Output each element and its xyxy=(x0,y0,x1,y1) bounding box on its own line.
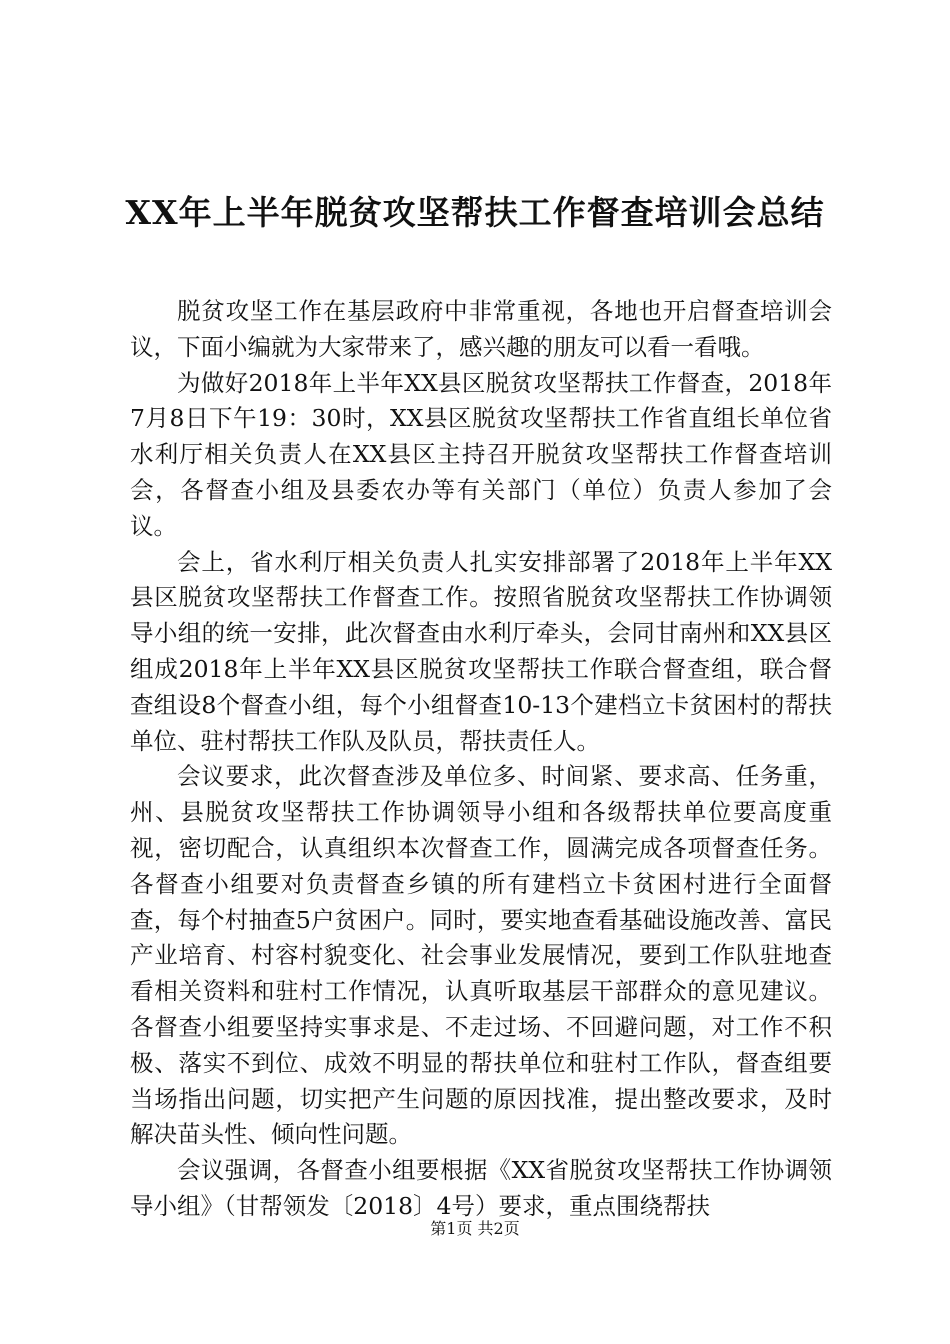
paragraph-emphasis: 会议强调，各督查小组要根据《XX省脱贫攻坚帮扶工作协调领导小组》（甘帮领发〔2018〕4号）要求，重点围绕帮扶 xyxy=(130,1156,832,1220)
paragraph-requirements: 会议要求，此次督查涉及单位多、时间紧、要求高、任务重，州、县脱贫攻坚帮扶工作协调领导小组和各级帮扶单位要高度重视，密切配合，认真组织本次督查工作，圆满完成各项督查任务。各督查小组要对负责督查乡镇的所有建档立卡贫困村进行全面督查，每个村抽查5户贫困户。同时，要实地查看基础设施改善、富民产业培育、村容村貌变化、社会事业发展情况，要到工作队驻地查看相关资料和驻村工作情况，认真听取基层干部群众的意见建议。各督查小组要坚持实事求是、不走过场、不回避问题，对工作不积极、落实不到位、成效不明显的帮扶单位和驻村工作队，督查组要当场指出问题，切实把产生问题的原因找准，提出整改要求，及时解决苗头性、倾向性问题。 xyxy=(130,762,832,1149)
page-number-footer: 第1页 共2页 xyxy=(430,1219,520,1238)
paragraph-intro: 脱贫攻坚工作在基层政府中非常重视，各地也开启督查培训会议，下面小编就为大家带来了，感兴趣的朋友可以看一看哦。 xyxy=(130,297,832,361)
paragraph-deployment: 会上，省水利厅相关负责人扎实安排部署了2018年上半年XX县区脱贫攻坚帮扶工作督查工作。按照省脱贫攻坚帮扶工作协调领导小组的统一安排，此次督查由水利厅牵头，会同甘南州和XX县区组成2018年上半年XX县区脱贫攻坚帮扶工作联合督查组，联合督查组设8个督查小组，每个小组督查10-13个建档立卡贫困村的帮扶单位、驻村帮扶工作队及队员，帮扶责任人。 xyxy=(130,547,832,755)
document-title: XX年上半年脱贫攻坚帮扶工作督查培训会总结 xyxy=(125,193,825,232)
paragraph-meeting: 为做好2018年上半年XX县区脱贫攻坚帮扶工作督查，2018年7月8日下午19：30时，XX县区脱贫攻坚帮扶工作省直组长单位省水利厅相关负责人在XX县区主持召开脱贫攻坚帮扶工作督查培训会，各督查小组及县委农办等有关部门（单位）负责人参加了会议。 xyxy=(130,368,832,540)
document-body xyxy=(130,294,832,1225)
